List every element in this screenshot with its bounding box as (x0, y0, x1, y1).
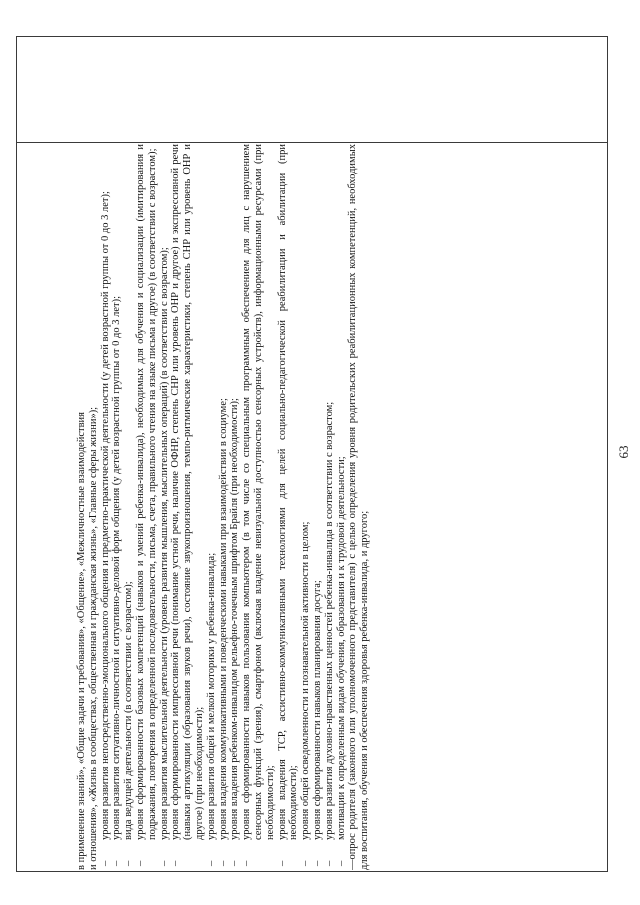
list-item-text: уровня владения ребенком-инвалидом рельефно-точечным шрифтом Брайля (при необходимости); (229, 398, 241, 840)
list-item-text: уровня сформированности навыков планирования досуга; (311, 580, 323, 840)
list-item-text: уровня развития духовно-нравственных ценностей ребенка-инвалида в соответствии с возрастом; (323, 401, 335, 840)
list-item (312, 144, 324, 870)
list-dash: – (158, 860, 170, 866)
list-item (277, 144, 301, 870)
list-dash: – (134, 860, 146, 866)
list-dash: – (111, 860, 123, 866)
list-dash: – (205, 860, 217, 866)
list-item-text: уровня владения ТСР, ассистивно-коммуникативными технологиями для целей социально-педагогической реабилитации и абилитации (при необходимости); (276, 144, 300, 840)
list-dash: – (311, 860, 323, 866)
list-item-text: уровня развития общей и мелкой моторики у ребенка-инвалида; (205, 552, 217, 840)
list-dash: – (170, 860, 182, 866)
list-item (159, 144, 171, 870)
list-item (300, 144, 312, 870)
list-item-text: уровня сформированности импрессивной речи (понимание устной речи, наличие ОФНР, степень СНР или уровень ОНР и другое) и экспрессивной речи (навыки артикуляции (образования звуков речи), состояние звукопроизношения, темпо-ритмические характеристики, степень СНР или уровень ОНР и другое) (при необходимости); (170, 144, 205, 840)
table-cell (76, 144, 576, 870)
list-dash: – (241, 860, 253, 866)
rotated-text-block (76, 144, 576, 870)
list-dash: – (276, 860, 288, 866)
list-dash: – (217, 860, 229, 866)
list-dash: – (229, 860, 241, 866)
list-item (170, 144, 205, 870)
final-item-dash: — (347, 859, 359, 870)
list-item-text: уровня развития мыслительной деятельности (уровень развития мышления, мыслительных операций) (в соответствии с возрастом); (158, 247, 170, 840)
list-item (100, 144, 112, 870)
list-item-text: уровня развития ситуативно-личностной и ситуативно-деловой форм общения (у детей возрастной группы от 0 до 3 лет); (111, 295, 123, 840)
list-item-text: мотивации к определенным видам обучения, образования и к трудовой деятельности; (335, 456, 347, 840)
intro-line: в применение знаний», «Общие задачи и требования», «Общение», «Межличностные взаимодействия (76, 412, 87, 870)
list-item (111, 144, 123, 870)
list-item (324, 144, 336, 870)
list-item (218, 144, 230, 870)
list-item-text: уровня развития непосредственно-эмоционального общения и предметно-практической деятельности (у детей возрастной группы от 0 до 3 лет); (99, 191, 111, 840)
list-item (135, 144, 159, 870)
list-dash: – (323, 860, 335, 866)
list-item-text: уровня владения коммуникативными и поведенческими навыками при взаимодействии в социуме; (217, 398, 229, 840)
intro-line: и отношения», «Жизнь в сообществах, общественная и гражданская жизнь», «Главные сферы жизни»); (87, 406, 99, 870)
final-item-text (347, 144, 371, 870)
list-item-text: уровня сформированности навыков пользования компьютером (в том числе со специальным программным обеспечением для лиц с нарушением сенсорных функций (зрения), смартфоном (включая владение невизуальной доступностью сенсорных устройств), информационными ресурсами (при необходимости); (241, 144, 276, 840)
list-dash: – (99, 860, 111, 866)
page-number: 63 (616, 445, 631, 459)
list-item-text: уровня общей осведомленности и познавательной активности в целом; (300, 521, 312, 840)
list-dash: – (335, 860, 347, 866)
list-item (123, 144, 135, 870)
list-dash: – (123, 860, 135, 866)
list-item-text: уровня сформированности базовых компетенций (навыков и умений ребенка-инвалида), необходимых для обучения и социализации (имитирования и подражания, повторения в определенной последовательности, письма, счета, правильного чтения на языке письма и другое) (в соответствии с возрастом); (134, 144, 158, 840)
list-item-text: вида ведущей деятельности (в соответствии с возрастом); (123, 581, 135, 840)
table-row-divider (16, 142, 608, 143)
list-item (229, 144, 241, 870)
list-item (206, 144, 218, 870)
list-item (336, 144, 348, 870)
final-item-body: опрос родителя (законного или уполномоченного представителя) с целью определения уровня родительских реабилитационных компетенций, необходимых для воспитания, обучения и обеспечения здоровья ребенка-инвалида, и другого; (347, 144, 371, 870)
list-dash: – (300, 860, 312, 866)
list-item (241, 144, 276, 870)
final-list-item (347, 144, 371, 870)
